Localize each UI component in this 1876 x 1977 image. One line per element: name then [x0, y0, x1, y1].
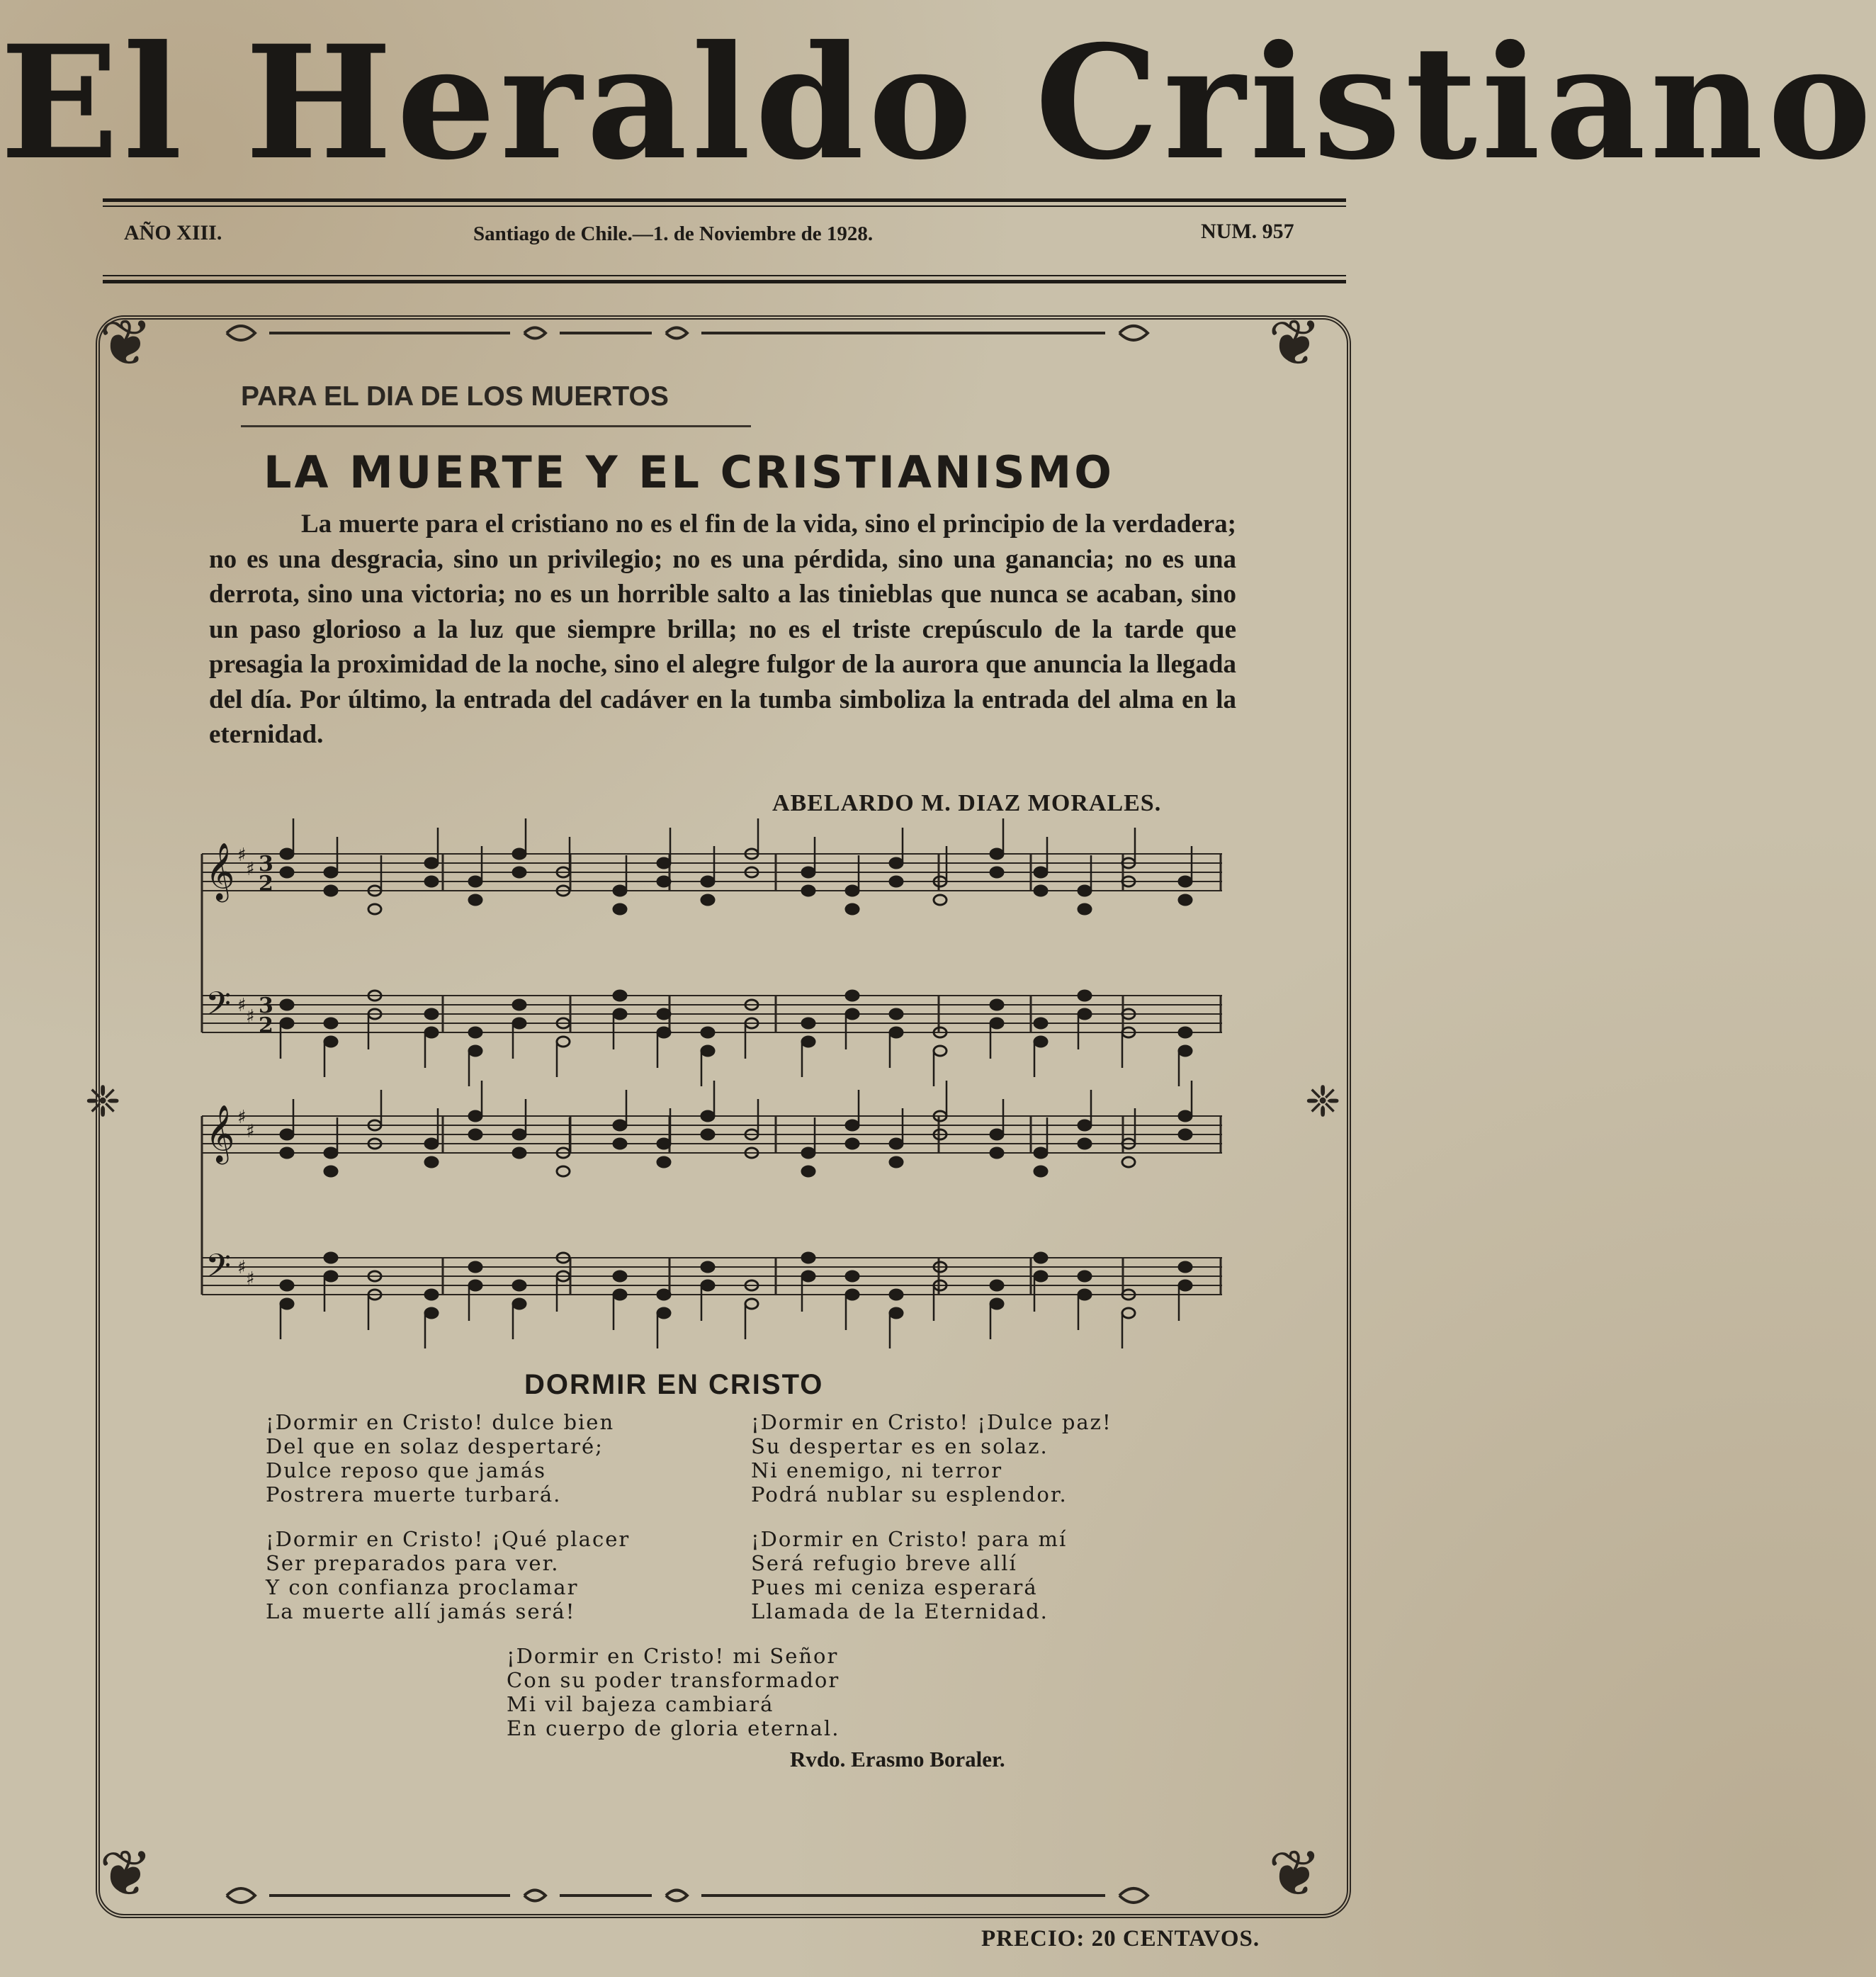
note-head — [614, 991, 626, 1001]
note-head — [1122, 1308, 1135, 1318]
note-head — [513, 1000, 526, 1010]
note-head — [324, 1271, 337, 1281]
note-head — [324, 1253, 337, 1263]
key-signature-sharp: ♯ — [237, 1257, 247, 1278]
note-head — [1034, 886, 1047, 896]
note-head — [701, 1111, 714, 1121]
note-head — [657, 1027, 670, 1037]
note-head — [425, 1157, 438, 1167]
right-fleuron-icon: ❈ — [1305, 1077, 1341, 1127]
note-head — [557, 1166, 570, 1176]
masthead-title: El Heraldo Cristiano — [0, 11, 1876, 194]
note-head — [657, 877, 670, 886]
note-head — [425, 1308, 438, 1318]
bottom-right-corner-flourish-icon: ❦ — [1268, 1837, 1322, 1911]
note-head — [1078, 991, 1091, 1001]
note-head — [990, 1148, 1003, 1158]
article-author: ABELARDO M. DIAZ MORALES. — [772, 790, 1162, 816]
note-head — [469, 1280, 482, 1290]
stanza-line: Ser preparados para ver. — [266, 1551, 560, 1575]
stanza-line: Del que en solaz despertaré; — [266, 1434, 604, 1458]
note-head — [324, 1018, 337, 1028]
stanza-line: Podrá nublar su esplendor. — [751, 1482, 1068, 1506]
note-head — [425, 858, 438, 868]
note-head — [324, 1148, 337, 1158]
note-head — [281, 1018, 293, 1028]
hymn-stanza — [266, 1527, 630, 1623]
stanza-line: Mi vil bajeza cambiará — [507, 1692, 774, 1716]
note-head — [469, 877, 482, 886]
hymn-sheet-music — [202, 833, 1229, 1329]
note-head — [802, 1166, 815, 1176]
note-head — [1179, 877, 1192, 886]
note-head — [1034, 1166, 1047, 1176]
stanza-line: ¡Dormir en Cristo! para mí — [751, 1527, 1068, 1551]
note-head — [614, 1139, 626, 1149]
note-head — [513, 849, 526, 859]
note-head — [281, 867, 293, 877]
top-right-corner-flourish-icon: ❦ — [1268, 306, 1322, 381]
note-head — [513, 1018, 526, 1028]
header-top-rule-thin — [103, 205, 1346, 207]
note-head — [1034, 1018, 1047, 1028]
issue-place-date: Santiago de Chile.—1. de Noviembre de 1928. — [473, 223, 874, 245]
stanza-line: Pues mi ceniza esperará — [751, 1575, 1038, 1599]
note-head — [846, 991, 859, 1001]
note-head — [657, 1290, 670, 1300]
note-head — [701, 1046, 714, 1056]
note-head — [701, 895, 714, 905]
stanza-line: Postrera muerte turbará. — [266, 1482, 562, 1506]
article-body: La muerte para el cristiano no es el fin de la vida, sino el principio de la verdadera; no es una desgracia, sino un privilegio; no es una pérdida, sino una ganancia; no es una derrota, sino una victoria; no es un horrible salto a las tinieblas que nunca se acaban, sino un paso glorioso a la luz que siempre brilla; no es el triste crepúsculo de la tarde que presagia la proximidad de la noche, sino el alegre fulgor de la aurora que anuncia la llegada del día. Por último, la entrada del cadáver en la tumba simboliza la entrada del alma en la eternidad. — [209, 509, 1236, 749]
note-head — [802, 1018, 815, 1028]
key-signature-sharp: ♯ — [237, 845, 247, 866]
note-head — [1078, 1290, 1091, 1300]
key-signature-sharp: ♯ — [237, 1107, 247, 1128]
note-head — [890, 1009, 903, 1019]
stanza-line: Llamada de la Eternidad. — [751, 1599, 1049, 1623]
hymn-signature: Rvdo. Erasmo Boraler. — [790, 1747, 1005, 1772]
issue-price: PRECIO: 20 CENTAVOS. — [981, 1926, 1260, 1951]
note-head — [425, 877, 438, 886]
stanza-line: Con su poder transformador — [507, 1668, 840, 1692]
key-signature-sharp: ♯ — [246, 1006, 255, 1027]
note-head — [934, 1046, 947, 1056]
note-head — [1034, 1148, 1047, 1158]
note-head — [614, 1009, 626, 1019]
note-head — [324, 867, 337, 877]
stanza-line: ¡Dormir en Cristo! ¡Qué placer — [266, 1527, 631, 1551]
note-head — [990, 849, 1003, 859]
issue-year: AÑO XIII. — [124, 221, 222, 244]
note-head — [657, 1157, 670, 1167]
note-head — [745, 1299, 758, 1309]
stanza-line: Su despertar es en solaz. — [751, 1434, 1049, 1458]
note-head — [425, 1009, 438, 1019]
note-head — [281, 1000, 293, 1010]
note-head — [1034, 1037, 1047, 1047]
stanza-line: Será refugio breve allí — [751, 1551, 1017, 1575]
kicker-underline — [241, 425, 751, 427]
note-head — [513, 1280, 526, 1290]
note-head — [1122, 1157, 1135, 1167]
note-head — [1179, 895, 1192, 905]
note-head — [934, 895, 947, 905]
note-head — [1034, 1271, 1047, 1281]
note-head — [281, 849, 293, 859]
note-head — [1179, 1111, 1192, 1121]
note-head — [890, 1157, 903, 1167]
note-head — [1034, 867, 1047, 877]
note-head — [701, 1130, 714, 1139]
note-head — [990, 1018, 1003, 1028]
note-head — [990, 1299, 1003, 1309]
note-head — [890, 877, 903, 886]
key-signature-sharp: ♯ — [246, 1268, 255, 1290]
note-head — [990, 1130, 1003, 1139]
note-head — [990, 1000, 1003, 1010]
note-head — [1078, 1009, 1091, 1019]
note-head — [614, 1271, 626, 1281]
note-head — [469, 1046, 482, 1056]
note-head — [1078, 1120, 1091, 1130]
hymn-stanza — [751, 1410, 1112, 1506]
stanza-line: ¡Dormir en Cristo! ¡Dulce paz! — [751, 1410, 1112, 1434]
stanza-line: ¡Dormir en Cristo! dulce bien — [266, 1410, 615, 1434]
note-head — [802, 886, 815, 896]
time-signature-bottom: 2 — [259, 872, 273, 896]
stanza-line: Dulce reposo que jamás — [266, 1458, 547, 1482]
header-top-rule — [103, 198, 1346, 202]
note-head — [1179, 1280, 1192, 1290]
note-head — [846, 1290, 859, 1300]
note-head — [324, 1037, 337, 1047]
note-head — [802, 867, 815, 877]
note-head — [469, 1111, 482, 1121]
note-head — [425, 1027, 438, 1037]
note-head — [469, 895, 482, 905]
left-fleuron-icon: ❈ — [85, 1077, 121, 1127]
hymn-stanza — [266, 1410, 614, 1506]
note-head — [890, 1139, 903, 1149]
note-head — [802, 1271, 815, 1281]
note-head — [846, 1139, 859, 1149]
note-head — [657, 1139, 670, 1149]
note-head — [1179, 1027, 1192, 1037]
stanza-line: Ni enemigo, ni terror — [751, 1458, 1003, 1482]
time-signature-top: 3 — [259, 993, 273, 1018]
note-head — [657, 1009, 670, 1019]
note-head — [846, 1271, 859, 1281]
note-head — [1078, 886, 1091, 896]
article-kicker: PARA EL DIA DE LOS MUERTOS — [241, 381, 669, 412]
header-bottom-rule-thin — [103, 275, 1346, 276]
top-left-corner-flourish-icon: ❦ — [99, 306, 153, 381]
note-head — [890, 858, 903, 868]
bass-clef-icon: 𝄢 — [205, 985, 232, 1031]
key-signature-sharp: ♯ — [246, 1121, 255, 1142]
note-head — [657, 1308, 670, 1318]
note-head — [281, 1148, 293, 1158]
treble-clef-icon: 𝄞 — [205, 842, 235, 900]
note-head — [1078, 1271, 1091, 1281]
note-head — [425, 1139, 438, 1149]
note-head — [469, 1027, 482, 1037]
stanza-line: Y con confianza proclamar — [266, 1575, 579, 1599]
note-head — [802, 1148, 815, 1158]
top-scroll-ornament — [213, 315, 1162, 351]
article-title: LA MUERTE Y EL CRISTIANISMO — [264, 446, 1114, 498]
note-head — [614, 886, 626, 896]
key-signature-sharp: ♯ — [237, 995, 247, 1016]
note-head — [802, 1037, 815, 1047]
note-head — [701, 1027, 714, 1037]
note-head — [802, 1253, 815, 1263]
note-head — [513, 867, 526, 877]
note-head — [281, 1130, 293, 1139]
note-head — [1179, 1130, 1192, 1139]
note-head — [701, 877, 714, 886]
treble-clef-icon: 𝄞 — [205, 1104, 235, 1162]
note-head — [890, 1290, 903, 1300]
note-head — [890, 1027, 903, 1037]
header-bottom-rule — [103, 280, 1346, 283]
note-head — [990, 867, 1003, 877]
note-head — [513, 1299, 526, 1309]
note-head — [1078, 1139, 1091, 1149]
note-head — [1179, 1262, 1192, 1272]
time-signature-top: 3 — [259, 852, 273, 877]
note-head — [368, 904, 381, 914]
note-head — [324, 1166, 337, 1176]
note-head — [614, 1290, 626, 1300]
hymn-title: DORMIR EN CRISTO — [524, 1369, 824, 1400]
issue-number: NUM. 957 — [1201, 220, 1294, 243]
note-head — [469, 1262, 482, 1272]
note-head — [469, 1130, 482, 1139]
note-head — [1078, 904, 1091, 914]
stanza-line: En cuerpo de gloria eternal. — [507, 1716, 840, 1740]
hymn-stanza — [507, 1644, 840, 1740]
note-head — [990, 1280, 1003, 1290]
note-head — [701, 1280, 714, 1290]
note-head — [846, 1009, 859, 1019]
note-head — [324, 886, 337, 896]
note-head — [1179, 1046, 1192, 1056]
key-signature-sharp: ♯ — [246, 859, 255, 880]
note-head — [890, 1308, 903, 1318]
note-head — [846, 886, 859, 896]
note-head — [557, 1037, 570, 1047]
bottom-scroll-ornament — [213, 1878, 1162, 1913]
note-head — [513, 1148, 526, 1158]
note-head — [846, 904, 859, 914]
note-head — [846, 1120, 859, 1130]
note-head — [281, 1299, 293, 1309]
time-signature-bottom: 2 — [259, 1013, 273, 1038]
note-head — [614, 904, 626, 914]
bottom-left-corner-flourish-icon: ❦ — [99, 1837, 153, 1911]
stanza-line: La muerte allí jamás será! — [266, 1599, 576, 1623]
hymn-stanza — [751, 1527, 1067, 1623]
note-head — [701, 1262, 714, 1272]
note-head — [281, 1280, 293, 1290]
note-head — [614, 1120, 626, 1130]
note-head — [657, 858, 670, 868]
stanza-line: ¡Dormir en Cristo! mi Señor — [507, 1644, 839, 1668]
note-head — [1034, 1253, 1047, 1263]
bass-clef-icon: 𝄢 — [205, 1247, 232, 1293]
note-head — [425, 1290, 438, 1300]
note-head — [513, 1130, 526, 1139]
